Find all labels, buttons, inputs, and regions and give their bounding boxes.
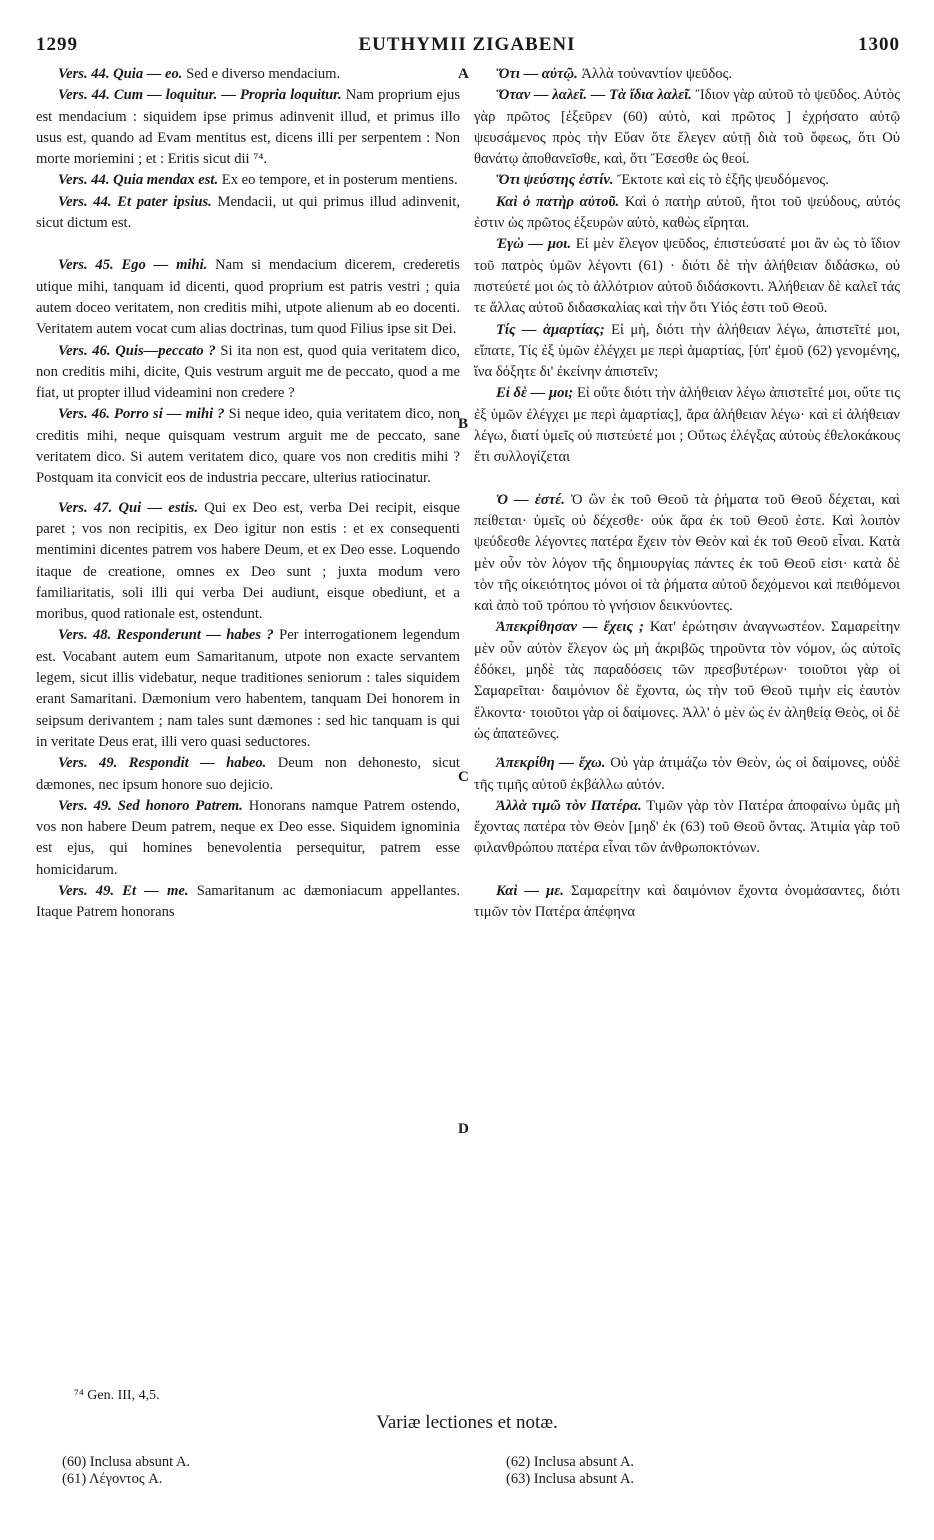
latin-column bbox=[36, 64, 460, 924]
commentary-paragraph bbox=[36, 170, 460, 191]
verse-lemma: Vers. 47. Qui — estis. bbox=[58, 499, 198, 516]
margin-letter-b: B bbox=[458, 416, 469, 432]
commentary-text: Ex eo tempore, et in posterum mentiens. bbox=[218, 172, 458, 189]
paragraph-spacer bbox=[36, 234, 460, 255]
paragraph-spacer bbox=[474, 860, 900, 881]
commentary-text: Ἔκτοτε καὶ εἰς τὸ ἑξῆς ψευδόμενος. bbox=[613, 172, 829, 189]
commentary-text: Εἰ μὴ, διότι τὴν ἀλήθειαν λέγω, ἀπιστεῖτέ μοι, εἴπατε, Τίς ἐξ ὑμῶν ἐλέγχει με περὶ ἁμαρτίας, [ὑπ' ἐμοῦ (62) γενομένης, ἵνα δόξητε δι' ἐκείνην ἀπιστεῖν; bbox=[474, 321, 900, 381]
verse-lemma: Vers. 45. Ego — mihi. bbox=[58, 257, 208, 274]
variant-note: (63) Inclusa absunt A. bbox=[506, 1471, 635, 1487]
page-number-left: 1299 bbox=[36, 34, 78, 55]
commentary-text: Qui ex Deo est, verba Dei recipit, eisque paret ; vos non recipitis, ex Deo igitur non estis : et ex consequenti mentimini dicentes patrem vos habere Deum, et ex Deo esse. Loquendo itaque de creatione, omnes ex Deo sunt ; juxta modum vero familiaritatis, soli illi qui verba Dei audiunt, eisque obediunt, et a moribus, quod rationale est, ostendunt. bbox=[36, 499, 460, 623]
commentary-paragraph bbox=[474, 85, 900, 170]
commentary-text: Οὐ γὰρ ἀτιμάζω τὸν Θεὸν, ὡς οἱ δαίμονες, οὐδὲ τῆς τιμῆς αὐτοῦ ἐκβάλλω αὐτόν. bbox=[474, 755, 900, 793]
commentary-text: Ὁ ὢν ἐκ τοῦ Θεοῦ τὰ ῥήματα τοῦ Θεοῦ δέχεται, καὶ πείθεται· ὑμεῖς οὐ δέχεσθε· οὐκ ἄρα ἐκ τοῦ Θεοῦ ἐστε. Καὶ λοιπὸν ψεύδεσθε λέγοντες πατέρα ἔχειν τὸν Θεὸν καὶ ἐκ τοῦ Θεοῦ εἶναι. Κατὰ μὲν οὖν τὸν λόγον τῆς δημιουργίας πάντες ἐκ τοῦ Θεοῦ εἰσι· κατὰ δὲ τὸν τῆς οἰκειότητος μόνοι οἱ τὰ ῥήματα αὐτοῦ δεχόμενοι καὶ πειθόμενοι καὶ ἀπὸ τοῦ τρόπου τὸ γνήσιον δεικνύοντες. bbox=[474, 491, 900, 615]
verse-lemma: Ὅτι — αὐτῷ. bbox=[496, 66, 578, 82]
commentary-text: Per interrogationem legendum est. Vocabant autem eum Samaritanum, utpote non exacte servantem legem, sicut illis videbatur, neque traditiones seniorum : tales siquidem erant Samaritani. Dæmonium vero habentem, tanquam Dei honorem in seipsum derivantem ; nam tales sunt dæmones : sed hic tanquam is qui in veritate Deus erat, illi vero quasi seductores. bbox=[36, 627, 460, 750]
commentary-paragraph bbox=[36, 404, 460, 489]
verse-lemma: Vers. 49. Respondit — habeo. bbox=[58, 755, 267, 772]
running-title: EUTHYMII ZIGABENI bbox=[358, 34, 576, 55]
page-number-right: 1300 bbox=[858, 34, 900, 55]
commentary-text: Εἰ οὔτε διότι τὴν ἀλήθειαν λέγω ἀπιστεῖτέ μοι, οὔτε τις ἐξ ὑμῶν ἐλέγχει με περὶ ἁμαρτίας], ἄρα ἀλήθειαν λέγω· καὶ εἰ ἀλήθειαν λέγω, διατί ὑμεῖς οὐ πιστεύετέ μοι ; Οὕτως ἐλέγξας αὐτοὺς ἐθελοκάκους ἔτι συλλογίζεται bbox=[474, 385, 900, 466]
verse-lemma: Καὶ — με. bbox=[496, 882, 564, 899]
verse-lemma: Ἀπεκρίθησαν — ἔχεις ; bbox=[496, 619, 644, 636]
commentary-text: Sed e diverso mendacium. bbox=[182, 66, 341, 82]
margin-letter-c: C bbox=[458, 769, 469, 785]
commentary-paragraph bbox=[36, 881, 460, 924]
verse-lemma: Vers. 44. Cum — loquitur. — Propria loquitur. bbox=[58, 87, 342, 104]
commentary-paragraph bbox=[36, 255, 460, 340]
verse-lemma: Ὅταν — λαλεῖ. — Τὰ ἴδια λαλεῖ. bbox=[496, 87, 692, 104]
commentary-text: Si ita non est, quod quia veritatem dico, non creditis mihi, dicite, Quis vestrum arguit me de peccato, quod a me fiat, ut propter illud videamini non credere ? bbox=[36, 342, 460, 402]
verse-lemma: Ἀλλὰ τιμῶ τὸν Πατέρα. bbox=[496, 797, 642, 814]
commentary-text: Mendacii, ut qui primus illud adinvenit, sicut dictum est. bbox=[36, 193, 461, 232]
commentary-paragraph bbox=[36, 64, 460, 85]
notes-heading: Variæ lectiones et notæ. bbox=[376, 1412, 558, 1433]
commentary-paragraph bbox=[474, 234, 900, 319]
commentary-text: Εἰ μὲν ἔλεγον ψεῦδος, ἐπιστεύσατέ μοι ἂν ὡς τὸ ἴδιον τοῦ πατρὸς ὑμῶν λέγοντι (61) · διότι δὲ τὴν ἀλήθειαν διδάσκω, οὐ πιστεύετέ μοι ὡς τὸ ἀλλότριον αὐτοῦ διδάσκοντι. Ἀλήθειαν δὲ καλεῖ τάς τε ἄλλας αὐτοῦ διδασκαλίας καὶ τὴν ὅτι Υἱός ἐστι τοῦ Θεοῦ. bbox=[474, 236, 901, 317]
margin-letter-a: A bbox=[458, 66, 469, 82]
paragraph-spacer bbox=[474, 469, 900, 490]
commentary-text: Si neque ideo, quia veritatem dico, non creditis mihi, neque quisquam vestrum arguit me de peccato, sane veritatem dico. Si autem veritatem dico, quare vos non creditis mihi ? Postquam ita convicit eos de industria peccare, ulterius ratiocinatur. bbox=[36, 406, 460, 487]
commentary-paragraph bbox=[36, 192, 460, 235]
commentary-paragraph bbox=[36, 85, 460, 170]
commentary-paragraph bbox=[474, 753, 900, 796]
verse-lemma: Vers. 44. Et pater ipsius. bbox=[58, 193, 212, 210]
commentary-paragraph bbox=[474, 881, 900, 924]
verse-lemma: Εἰ δὲ — μοι; bbox=[496, 385, 574, 402]
commentary-paragraph bbox=[36, 753, 460, 796]
verse-lemma: Vers. 46. Porro si — mihi ? bbox=[58, 406, 225, 423]
verse-lemma: Vers. 48. Responderunt — habes ? bbox=[58, 627, 274, 644]
commentary-paragraph bbox=[474, 796, 900, 860]
commentary-text: Τιμῶν γὰρ τὸν Πατέρα ἀποφαίνω ὑμᾶς μὴ ἔχοντας πατέρα τὸν Θεὸν [μηδ' ἐκ (63) τοῦ Θεοῦ ὄντας. Ἀτιμία γὰρ τοῦ φιλανθρώπου πατέρα εἶναι τῶν ἀνθρωποκτόνων. bbox=[474, 797, 900, 857]
commentary-text: Καὶ ὁ πατὴρ αὐτοῦ, ἤτοι τοῦ ψεύδους, αὐτός ἐστιν ὡς πρῶτος ἐξευρὼν αὐτὸ, καθὼς εἴρηται. bbox=[474, 193, 900, 232]
greek-column bbox=[474, 64, 900, 923]
verse-lemma: Vers. 46. Quis—peccato ? bbox=[58, 342, 216, 359]
paragraph-spacer bbox=[36, 490, 460, 498]
commentary-paragraph bbox=[36, 625, 460, 753]
verse-lemma: Τίς — ἁμαρτίας; bbox=[496, 321, 605, 338]
commentary-text: Deum non dehonesto, sicut dæmones, nec ipsum honore suo dejicio. bbox=[36, 755, 460, 793]
commentary-text: Σαμαρείτην καὶ δαιμόνιον ἔχοντα ὀνομάσαντες, διότι τιμῶν τὸν Πατέρα ἀπέφηνα bbox=[474, 882, 900, 920]
commentary-paragraph bbox=[36, 341, 460, 405]
verse-lemma: Vers. 49. Et — me. bbox=[58, 882, 189, 899]
paragraph-spacer bbox=[474, 745, 900, 753]
commentary-text: Ἀλλὰ τοὐναντίον ψεῦδος. bbox=[577, 66, 733, 82]
margin-letter-d: D bbox=[458, 1121, 469, 1137]
verse-lemma: Vers. 44. Quia mendax est. bbox=[58, 172, 219, 189]
verse-lemma: Ἐγὼ — μοι. bbox=[496, 236, 571, 253]
commentary-text: Nam si mendacium dicerem, crederetis utique mihi, tanquam id dicenti, quod proprium est patris vestri ; quia autem doceo veritatem, non creditis mihi, utpote alienum ab eo docenti. Veritatem autem vocat cum alias doctrinas, tum quod Filius ipse sit Dei. bbox=[36, 257, 460, 338]
commentary-paragraph bbox=[474, 320, 900, 384]
commentary-paragraph bbox=[36, 796, 460, 881]
commentary-paragraph bbox=[36, 498, 460, 626]
commentary-paragraph bbox=[474, 192, 900, 235]
variant-note: (61) Λέγοντος A. bbox=[62, 1471, 163, 1487]
verse-lemma: Καὶ ὁ πατὴρ αὐτοῦ. bbox=[496, 193, 620, 210]
commentary-text: Honorans namque Patrem ostendo, vos non habere Deum patrem, neque ex Deo esse. Siquidem ignominia est ejus, qui homines benevolentia persequitur, patrem esse homicidarum. bbox=[36, 797, 460, 878]
commentary-paragraph bbox=[474, 490, 900, 618]
commentary-paragraph bbox=[474, 617, 900, 745]
commentary-paragraph bbox=[474, 170, 900, 191]
verse-lemma: Vers. 49. Sed honoro Patrem. bbox=[58, 797, 243, 814]
footnote: ⁷⁴ Gen. III, 4,5. bbox=[74, 1388, 160, 1403]
commentary-text: Samaritanum ac dæmoniacum appellantes. Itaque Patrem honorans bbox=[36, 882, 460, 921]
commentary-paragraph bbox=[474, 383, 900, 468]
verse-lemma: Ὅτι ψεύστης ἐστίν. bbox=[496, 172, 614, 189]
verse-lemma: Vers. 44. Quia — eo. bbox=[58, 66, 183, 82]
variant-note: (60) Inclusa absunt A. bbox=[62, 1454, 191, 1470]
commentary-text: Nam proprium ejus est mendacium : siquidem ipse primus adinvenit illud, et primus illo usus est, quando ad Evam mentitus est, dicens illi per serpentem : Non morte moriemini ; et : Eritis sicut dii ⁷⁴. bbox=[36, 87, 461, 168]
verse-lemma: Ὁ — ἐστέ. bbox=[496, 491, 565, 508]
verse-lemma: Ἀπεκρίθη — ἔχω. bbox=[496, 755, 606, 772]
variant-note: (62) Inclusa absunt A. bbox=[506, 1454, 635, 1470]
commentary-text: Κατ' ἐρώτησιν ἀναγνωστέον. Σαμαρείτην μὲν οὖν αὐτὸν ἔλεγον ὡς μὴ ἀκριβῶς τηροῦντα τὸν νόμον, ὡς αὐτοῖς ἐδόκει, μηδὲ τὰς παραδόσεις τῶν πρεσβυτέρων· τοιοῦτοι γὰρ οἱ Σαμαρεῖται· δαιμόνιον δὲ ἔχοντα, ὡς τὴν τοῦ Θεοῦ τιμὴν εἰς ἑαυτὸν ἕλκοντα· τοιοῦτοι γὰρ οἱ δαίμονες. Ἀλλ' ὁ μὲν ὡς ἐν ἀληθείᾳ Θεὸς, οἱ δὲ ὡς ἀπατεῶνες. bbox=[474, 619, 900, 742]
commentary-text: Ἴδιον γὰρ αὐτοῦ τὸ ψεῦδος. Αὐτὸς γὰρ πρῶτος [ἐξεῦρεν (60) αὐτὸ, καὶ πρῶτος ] ἐχρήσατο αὐτῷ ψευσάμενος πρὸς τὴν Εὔαν ὅτε ἔλεγεν αὐτῇ διὰ τοῦ ὄφεως, ὅτι Οὐ θανάτῳ ἀποθανεῖσθε, καὶ, ὅτι Ἔσεσθε ὡς θεοί. bbox=[474, 87, 900, 168]
commentary-paragraph bbox=[474, 64, 900, 85]
